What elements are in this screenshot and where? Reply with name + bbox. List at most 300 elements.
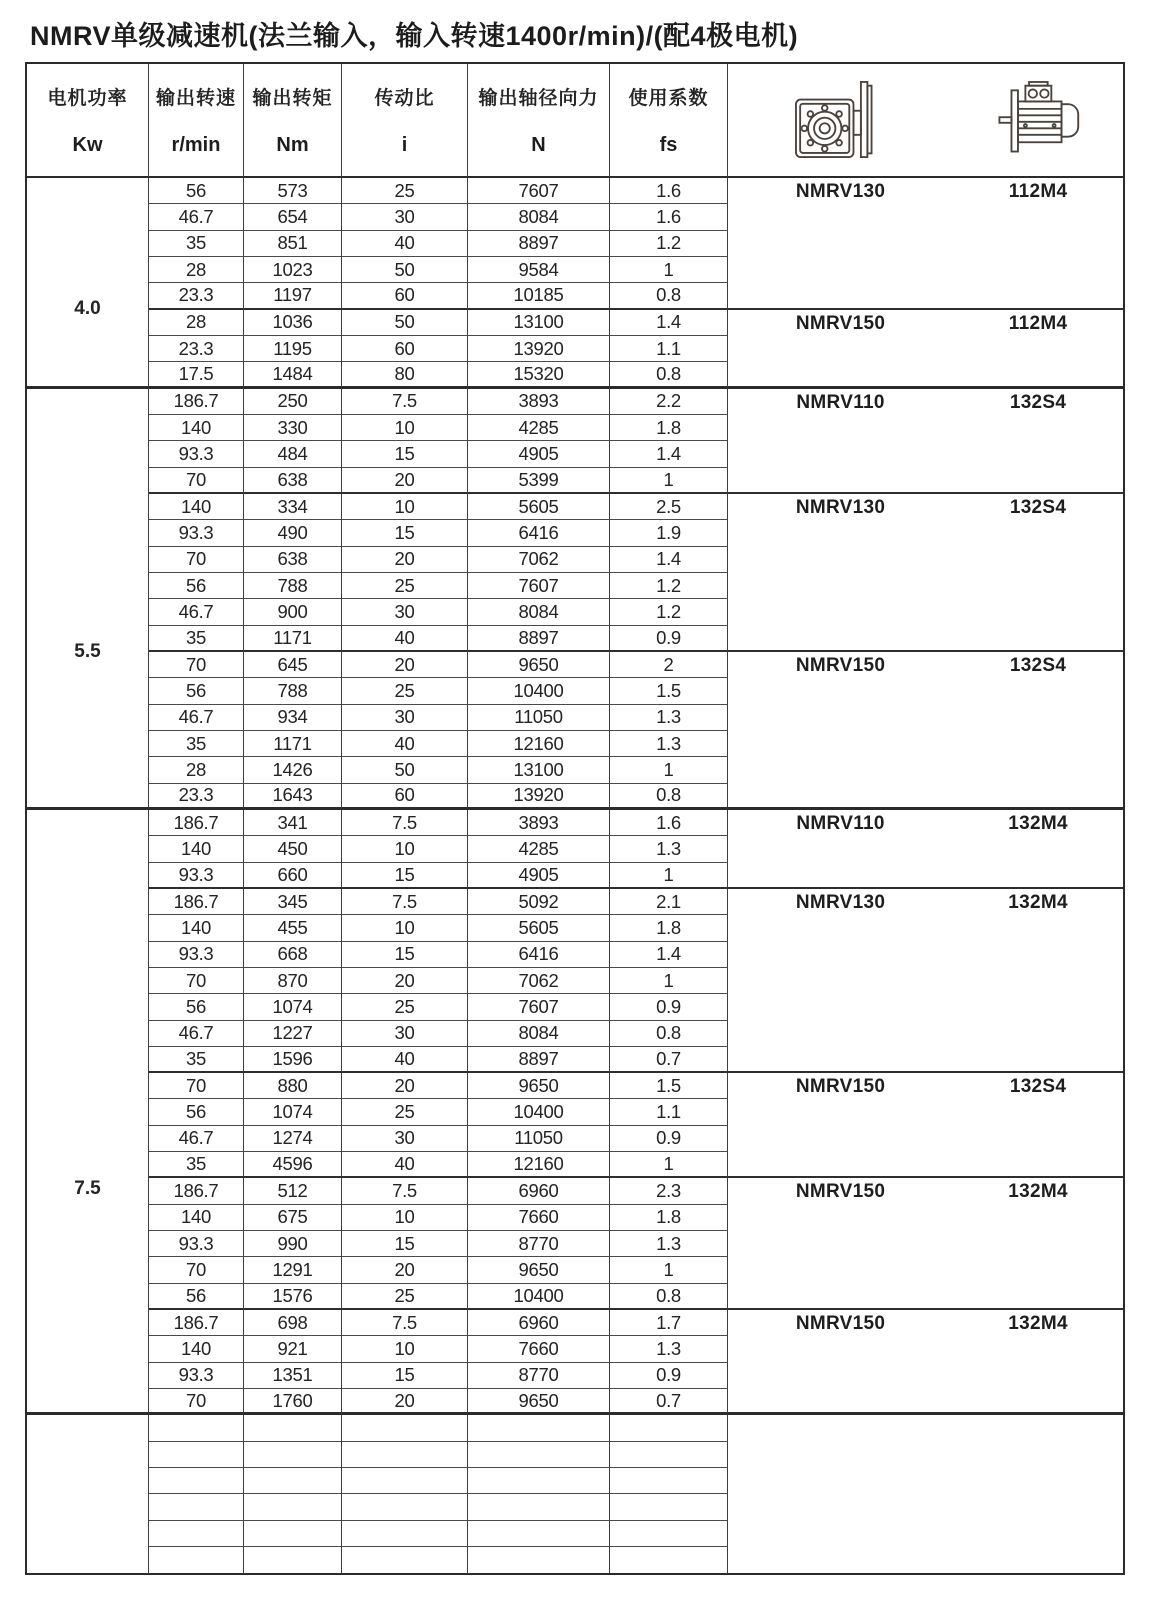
cell-ratio: 40 <box>342 1152 468 1178</box>
motor-model: 132M4 <box>1008 891 1068 913</box>
cell-output-speed <box>149 1442 244 1468</box>
cell-radial-force: 12160 <box>468 731 610 757</box>
model-cell <box>728 494 1123 652</box>
cell-output-speed: 140 <box>149 494 244 520</box>
cell-output-torque <box>244 1442 342 1468</box>
power-cell <box>27 178 149 389</box>
cell-radial-force: 10185 <box>468 283 610 309</box>
cell-radial-force: 8897 <box>468 231 610 257</box>
cell-service-factor: 2.5 <box>610 494 728 520</box>
cell-output-torque: 870 <box>244 968 342 994</box>
cell-radial-force: 8084 <box>468 204 610 230</box>
header-label-zh: 使用系数 <box>628 88 709 109</box>
cell-output-torque: 921 <box>244 1336 342 1362</box>
cell-radial-force: 9650 <box>468 1257 610 1283</box>
cell-output-speed: 70 <box>149 1073 244 1099</box>
cell-output-torque: 1596 <box>244 1047 342 1073</box>
worm-gearbox-icon <box>728 72 939 168</box>
cell-output-torque: 484 <box>244 441 342 467</box>
cell-ratio: 25 <box>342 573 468 599</box>
cell-output-speed: 93.3 <box>149 441 244 467</box>
cell-ratio: 60 <box>342 283 468 309</box>
motor-model: 132M4 <box>1008 1313 1068 1335</box>
cell-service-factor: 1.8 <box>610 915 728 941</box>
cell-output-torque: 450 <box>244 836 342 862</box>
cell-output-torque <box>244 1494 342 1520</box>
cell-radial-force: 7062 <box>468 547 610 573</box>
cell-ratio: 10 <box>342 1336 468 1362</box>
cell-radial-force: 13100 <box>468 310 610 336</box>
cell-output-speed: 140 <box>149 836 244 862</box>
cell-service-factor: 1.8 <box>610 1205 728 1231</box>
cell-service-factor: 0.9 <box>610 626 728 652</box>
cell-ratio: 15 <box>342 520 468 546</box>
cell-ratio: 15 <box>342 1231 468 1257</box>
cell-radial-force: 9650 <box>468 1389 610 1415</box>
cell-output-torque: 455 <box>244 915 342 941</box>
header-label-unit: i <box>401 134 408 156</box>
cell-output-torque: 1023 <box>244 257 342 283</box>
cell-output-torque <box>244 1415 342 1441</box>
cell-output-torque: 675 <box>244 1205 342 1231</box>
cell-ratio <box>342 1547 468 1573</box>
cell-output-torque: 660 <box>244 863 342 889</box>
model-cell <box>728 310 1123 389</box>
cell-output-torque <box>244 1468 342 1494</box>
model-cell <box>728 1178 1123 1310</box>
cell-service-factor: 2 <box>610 652 728 678</box>
cell-output-torque: 1074 <box>244 1099 342 1125</box>
cell-output-speed <box>149 1494 244 1520</box>
cell-ratio: 30 <box>342 705 468 731</box>
cell-ratio: 10 <box>342 915 468 941</box>
cell-output-speed: 140 <box>149 1336 244 1362</box>
cell-ratio: 30 <box>342 1021 468 1047</box>
cell-ratio: 50 <box>342 757 468 783</box>
cell-output-torque: 1760 <box>244 1389 342 1415</box>
cell-output-torque: 788 <box>244 573 342 599</box>
header-label-unit: Kw <box>72 134 103 156</box>
cell-output-torque: 1351 <box>244 1363 342 1389</box>
cell-output-speed <box>149 1415 244 1441</box>
cell-ratio: 25 <box>342 678 468 704</box>
cell-ratio: 25 <box>342 994 468 1020</box>
cell-service-factor: 1 <box>610 1257 728 1283</box>
motor-model: 132S4 <box>1009 391 1067 413</box>
cell-radial-force: 8770 <box>468 1231 610 1257</box>
cell-service-factor: 2.1 <box>610 889 728 915</box>
cell-output-speed: 93.3 <box>149 942 244 968</box>
header-label-zh: 输出转速 <box>155 88 236 109</box>
cell-ratio: 20 <box>342 547 468 573</box>
cell-radial-force: 9584 <box>468 257 610 283</box>
cell-output-speed: 56 <box>149 1099 244 1125</box>
header-product-icons <box>728 64 1123 178</box>
model-cell <box>728 652 1123 810</box>
cell-radial-force: 12160 <box>468 1152 610 1178</box>
cell-ratio: 15 <box>342 942 468 968</box>
cell-output-speed: 46.7 <box>149 705 244 731</box>
cell-radial-force: 6960 <box>468 1310 610 1336</box>
header-label-zh: 电机功率 <box>47 88 128 109</box>
cell-radial-force: 7660 <box>468 1336 610 1362</box>
cell-radial-force: 10400 <box>468 1284 610 1310</box>
cell-output-speed: 28 <box>149 310 244 336</box>
cell-ratio: 40 <box>342 1047 468 1073</box>
cell-output-speed: 93.3 <box>149 1231 244 1257</box>
cell-service-factor: 1.5 <box>610 678 728 704</box>
cell-output-torque <box>244 1521 342 1547</box>
cell-output-torque: 880 <box>244 1073 342 1099</box>
cell-radial-force: 7607 <box>468 994 610 1020</box>
cell-service-factor: 1.8 <box>610 415 728 441</box>
cell-radial-force: 8084 <box>468 599 610 625</box>
cell-output-torque: 1484 <box>244 362 342 388</box>
cell-ratio: 50 <box>342 257 468 283</box>
cell-radial-force: 11050 <box>468 1126 610 1152</box>
cell-ratio: 7.5 <box>342 389 468 415</box>
cell-ratio: 25 <box>342 1284 468 1310</box>
power-cell <box>27 1415 149 1573</box>
cell-ratio: 20 <box>342 468 468 494</box>
gearbox-model: NMRV110 <box>796 812 885 834</box>
header-ratio <box>342 64 468 178</box>
cell-output-speed: 56 <box>149 994 244 1020</box>
power-value: 4.0 <box>74 297 101 319</box>
cell-service-factor: 1 <box>610 257 728 283</box>
cell-service-factor: 1.4 <box>610 441 728 467</box>
cell-ratio <box>342 1442 468 1468</box>
cell-output-speed: 46.7 <box>149 1021 244 1047</box>
cell-service-factor <box>610 1442 728 1468</box>
cell-radial-force: 13920 <box>468 336 610 362</box>
model-cell <box>728 178 1123 310</box>
cell-ratio: 7.5 <box>342 889 468 915</box>
cell-service-factor: 1 <box>610 968 728 994</box>
cell-output-speed: 35 <box>149 626 244 652</box>
cell-service-factor <box>610 1521 728 1547</box>
cell-radial-force <box>468 1415 610 1441</box>
cell-output-speed: 35 <box>149 231 244 257</box>
cell-ratio: 20 <box>342 1073 468 1099</box>
cell-service-factor: 1.2 <box>610 599 728 625</box>
header-label-zh: 传动比 <box>374 88 435 109</box>
cell-output-torque: 668 <box>244 942 342 968</box>
cell-ratio <box>342 1494 468 1520</box>
cell-output-speed: 28 <box>149 757 244 783</box>
cell-ratio: 25 <box>342 178 468 204</box>
cell-ratio: 40 <box>342 626 468 652</box>
cell-output-torque: 851 <box>244 231 342 257</box>
cell-radial-force: 8897 <box>468 1047 610 1073</box>
cell-output-torque: 788 <box>244 678 342 704</box>
cell-ratio: 60 <box>342 784 468 810</box>
model-cell <box>728 810 1123 889</box>
cell-output-torque: 1291 <box>244 1257 342 1283</box>
cell-radial-force: 7062 <box>468 968 610 994</box>
cell-output-torque: 1171 <box>244 731 342 757</box>
cell-output-torque: 638 <box>244 547 342 573</box>
cell-service-factor <box>610 1415 728 1441</box>
gearbox-model: NMRV150 <box>795 312 886 334</box>
cell-service-factor: 1 <box>610 468 728 494</box>
cell-output-speed: 140 <box>149 415 244 441</box>
cell-service-factor: 1.3 <box>610 1336 728 1362</box>
cell-output-torque: 1197 <box>244 283 342 309</box>
cell-output-speed: 56 <box>149 1284 244 1310</box>
header-radial-force <box>468 64 610 178</box>
cell-output-speed: 70 <box>149 547 244 573</box>
cell-output-torque: 490 <box>244 520 342 546</box>
motor-model: 132S4 <box>1009 496 1067 518</box>
cell-output-torque: 1643 <box>244 784 342 810</box>
cell-output-speed: 70 <box>149 1389 244 1415</box>
cell-ratio: 25 <box>342 1099 468 1125</box>
cell-radial-force: 7607 <box>468 178 610 204</box>
cell-output-torque: 1576 <box>244 1284 342 1310</box>
motor-icon <box>963 72 1123 168</box>
cell-output-torque: 1227 <box>244 1021 342 1047</box>
cell-output-torque: 573 <box>244 178 342 204</box>
cell-output-speed: 35 <box>149 1152 244 1178</box>
cell-output-speed: 70 <box>149 468 244 494</box>
cell-radial-force: 13920 <box>468 784 610 810</box>
header-service-factor <box>610 64 728 178</box>
cell-output-speed: 70 <box>149 1257 244 1283</box>
cell-output-torque: 990 <box>244 1231 342 1257</box>
cell-output-torque: 698 <box>244 1310 342 1336</box>
cell-output-speed: 35 <box>149 731 244 757</box>
cell-service-factor: 0.9 <box>610 1126 728 1152</box>
cell-output-speed: 93.3 <box>149 863 244 889</box>
cell-ratio: 10 <box>342 415 468 441</box>
cell-radial-force: 7660 <box>468 1205 610 1231</box>
cell-service-factor: 2.3 <box>610 1178 728 1204</box>
cell-output-torque: 4596 <box>244 1152 342 1178</box>
power-cell <box>27 389 149 810</box>
cell-service-factor: 1.3 <box>610 836 728 862</box>
cell-service-factor: 1.9 <box>610 520 728 546</box>
cell-service-factor: 1.3 <box>610 1231 728 1257</box>
cell-output-speed: 46.7 <box>149 1126 244 1152</box>
cell-radial-force <box>468 1442 610 1468</box>
cell-service-factor: 1 <box>610 757 728 783</box>
cell-output-torque: 645 <box>244 652 342 678</box>
cell-service-factor <box>610 1547 728 1573</box>
cell-output-torque: 900 <box>244 599 342 625</box>
cell-output-torque: 330 <box>244 415 342 441</box>
cell-service-factor: 0.9 <box>610 994 728 1020</box>
spec-table <box>25 62 1125 1575</box>
cell-service-factor: 1.6 <box>610 810 728 836</box>
gearbox-model: NMRV110 <box>796 391 885 413</box>
cell-service-factor: 0.7 <box>610 1047 728 1073</box>
cell-output-speed <box>149 1547 244 1573</box>
cell-radial-force: 13100 <box>468 757 610 783</box>
cell-ratio: 60 <box>342 336 468 362</box>
power-value: 7.5 <box>74 1178 101 1200</box>
cell-radial-force: 8084 <box>468 1021 610 1047</box>
cell-output-speed: 56 <box>149 678 244 704</box>
cell-ratio: 20 <box>342 1389 468 1415</box>
motor-model: 132M4 <box>1008 812 1068 834</box>
header-label-unit: fs <box>659 134 678 156</box>
cell-output-speed: 46.7 <box>149 599 244 625</box>
cell-ratio: 20 <box>342 1257 468 1283</box>
motor-model: 132M4 <box>1008 1181 1068 1203</box>
cell-radial-force: 8770 <box>468 1363 610 1389</box>
cell-ratio: 7.5 <box>342 1178 468 1204</box>
cell-service-factor: 1.3 <box>610 731 728 757</box>
cell-output-torque: 334 <box>244 494 342 520</box>
cell-radial-force: 4285 <box>468 836 610 862</box>
cell-radial-force: 10400 <box>468 1099 610 1125</box>
motor-model: 132S4 <box>1009 1076 1067 1098</box>
cell-radial-force: 11050 <box>468 705 610 731</box>
cell-output-speed: 56 <box>149 178 244 204</box>
cell-service-factor: 1.2 <box>610 573 728 599</box>
cell-output-speed: 186.7 <box>149 810 244 836</box>
cell-radial-force <box>468 1547 610 1573</box>
cell-service-factor: 1.3 <box>610 705 728 731</box>
cell-service-factor: 1 <box>610 1152 728 1178</box>
cell-radial-force: 10400 <box>468 678 610 704</box>
cell-radial-force <box>468 1494 610 1520</box>
cell-output-speed: 186.7 <box>149 389 244 415</box>
header-label-zh: 输出轴径向力 <box>478 88 599 109</box>
cell-service-factor: 1 <box>610 863 728 889</box>
motor-model: 132S4 <box>1009 654 1067 676</box>
cell-ratio: 30 <box>342 204 468 230</box>
cell-ratio: 40 <box>342 231 468 257</box>
cell-ratio: 10 <box>342 1205 468 1231</box>
header-motor-power <box>27 64 149 178</box>
cell-radial-force: 5605 <box>468 915 610 941</box>
motor-model: 112M4 <box>1008 312 1068 334</box>
cell-ratio: 15 <box>342 441 468 467</box>
header-output-speed <box>149 64 244 178</box>
cell-service-factor: 0.9 <box>610 1363 728 1389</box>
header-output-torque <box>244 64 342 178</box>
cell-service-factor: 1.7 <box>610 1310 728 1336</box>
model-cell <box>728 1415 1123 1573</box>
cell-service-factor: 1.1 <box>610 1099 728 1125</box>
cell-output-torque <box>244 1547 342 1573</box>
cell-output-speed: 140 <box>149 1205 244 1231</box>
cell-output-speed: 186.7 <box>149 1310 244 1336</box>
cell-output-torque: 638 <box>244 468 342 494</box>
cell-ratio: 30 <box>342 599 468 625</box>
cell-radial-force: 6960 <box>468 1178 610 1204</box>
cell-output-speed <box>149 1468 244 1494</box>
header-label-unit: N <box>531 134 546 156</box>
cell-output-torque: 1036 <box>244 310 342 336</box>
cell-service-factor: 1.4 <box>610 547 728 573</box>
cell-ratio: 15 <box>342 863 468 889</box>
cell-ratio: 80 <box>342 362 468 388</box>
cell-radial-force: 5399 <box>468 468 610 494</box>
cell-output-speed: 46.7 <box>149 204 244 230</box>
cell-service-factor <box>610 1494 728 1520</box>
cell-output-torque: 250 <box>244 389 342 415</box>
cell-output-torque: 1171 <box>244 626 342 652</box>
cell-ratio: 40 <box>342 731 468 757</box>
cell-ratio: 15 <box>342 1363 468 1389</box>
cell-output-speed: 23.3 <box>149 283 244 309</box>
cell-radial-force <box>468 1521 610 1547</box>
cell-ratio: 10 <box>342 494 468 520</box>
cell-output-torque: 1426 <box>244 757 342 783</box>
cell-output-torque: 654 <box>244 204 342 230</box>
cell-service-factor: 1.1 <box>610 336 728 362</box>
cell-service-factor: 0.8 <box>610 1284 728 1310</box>
cell-output-speed: 28 <box>149 257 244 283</box>
cell-output-torque: 341 <box>244 810 342 836</box>
gearbox-model: NMRV150 <box>795 654 886 676</box>
cell-service-factor: 0.8 <box>610 1021 728 1047</box>
cell-output-torque: 1274 <box>244 1126 342 1152</box>
power-value: 5.5 <box>74 641 101 663</box>
cell-output-torque: 1195 <box>244 336 342 362</box>
cell-service-factor: 1.4 <box>610 310 728 336</box>
cell-radial-force: 4905 <box>468 441 610 467</box>
motor-model: 112M4 <box>1008 181 1068 202</box>
cell-output-speed: 23.3 <box>149 336 244 362</box>
model-cell <box>728 1073 1123 1178</box>
gearbox-model: NMRV150 <box>795 1313 886 1335</box>
cell-output-speed: 70 <box>149 652 244 678</box>
gearbox-model: NMRV150 <box>795 1181 886 1203</box>
cell-service-factor: 2.2 <box>610 389 728 415</box>
cell-output-speed: 93.3 <box>149 1363 244 1389</box>
cell-ratio: 7.5 <box>342 810 468 836</box>
gearbox-model: NMRV130 <box>795 181 886 202</box>
cell-output-torque: 512 <box>244 1178 342 1204</box>
power-cell <box>27 810 149 1416</box>
cell-radial-force: 6416 <box>468 942 610 968</box>
cell-output-speed: 186.7 <box>149 889 244 915</box>
cell-radial-force: 8897 <box>468 626 610 652</box>
cell-service-factor: 0.8 <box>610 362 728 388</box>
cell-ratio: 20 <box>342 968 468 994</box>
cell-output-speed: 17.5 <box>149 362 244 388</box>
cell-service-factor: 1.6 <box>610 204 728 230</box>
cell-output-speed: 186.7 <box>149 1178 244 1204</box>
header-label-unit: Nm <box>276 134 309 156</box>
cell-radial-force: 5605 <box>468 494 610 520</box>
cell-service-factor: 0.8 <box>610 784 728 810</box>
gearbox-model: NMRV130 <box>795 496 886 518</box>
cell-service-factor <box>610 1468 728 1494</box>
cell-radial-force: 15320 <box>468 362 610 388</box>
cell-output-speed: 35 <box>149 1047 244 1073</box>
cell-radial-force <box>468 1468 610 1494</box>
header-label-unit: r/min <box>171 134 221 156</box>
cell-radial-force: 6416 <box>468 520 610 546</box>
cell-output-torque: 1074 <box>244 994 342 1020</box>
cell-service-factor: 0.8 <box>610 283 728 309</box>
cell-output-speed: 70 <box>149 968 244 994</box>
cell-service-factor: 1.6 <box>610 178 728 204</box>
cell-radial-force: 9650 <box>468 652 610 678</box>
page-title: NMRV单级减速机(法兰输入，输入转速1400r/min)/(配4极电机) <box>30 21 799 51</box>
cell-ratio: 30 <box>342 1126 468 1152</box>
cell-ratio: 20 <box>342 652 468 678</box>
header-label-zh: 输出转矩 <box>252 88 333 109</box>
cell-ratio: 10 <box>342 836 468 862</box>
cell-output-speed <box>149 1521 244 1547</box>
cell-radial-force: 4905 <box>468 863 610 889</box>
